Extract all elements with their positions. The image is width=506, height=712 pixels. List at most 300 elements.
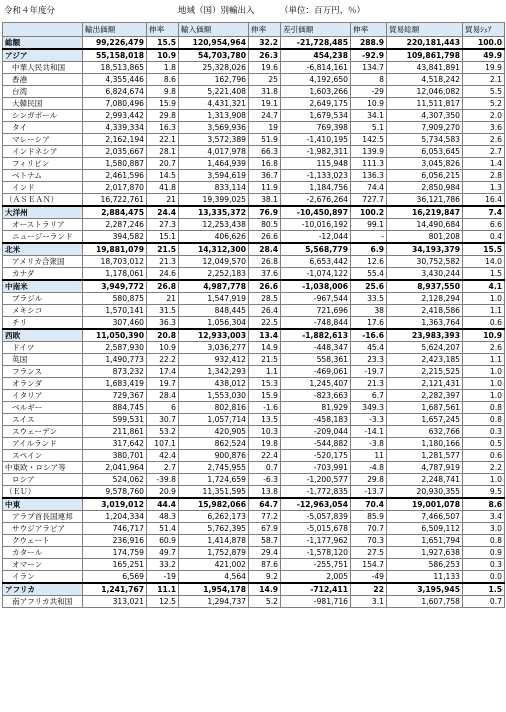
table-cell: 19.1 xyxy=(249,98,281,110)
table-cell: 6,653,442 xyxy=(281,256,351,268)
table-cell: -14.1 xyxy=(351,426,387,438)
table-cell: -5,015,678 xyxy=(281,523,351,535)
table-cell: 236,916 xyxy=(83,535,147,547)
table-cell: 0.9 xyxy=(463,547,505,559)
table-cell: 99,226,479 xyxy=(83,37,147,50)
table-row xyxy=(3,182,505,194)
row-label: メキシコ xyxy=(3,305,83,317)
column-header: 伸率 xyxy=(147,23,179,37)
table-cell: 0.5 xyxy=(463,438,505,450)
table-cell: -469,061 xyxy=(281,366,351,378)
table-cell: 165,251 xyxy=(83,559,147,571)
table-cell: 211,861 xyxy=(83,426,147,438)
table-cell: 16.4 xyxy=(463,194,505,207)
table-cell: 174,759 xyxy=(83,547,147,559)
table-cell: -981,716 xyxy=(281,596,351,608)
row-label: クウェート xyxy=(3,535,83,547)
table-cell: 19.9 xyxy=(463,62,505,74)
table-row xyxy=(3,474,505,486)
table-cell: 2,884,475 xyxy=(83,206,147,219)
table-cell: 2,215,525 xyxy=(387,366,463,378)
row-label: アメリカ合衆国 xyxy=(3,256,83,268)
row-label: ロシア xyxy=(3,474,83,486)
table-cell: 22 xyxy=(351,583,387,596)
table-cell: 19.8 xyxy=(249,438,281,450)
table-cell: 27.3 xyxy=(147,219,179,231)
table-cell: 22.1 xyxy=(147,134,179,146)
table-cell: 34,193,379 xyxy=(387,243,463,256)
table-row xyxy=(3,426,505,438)
table-cell: 1,657,245 xyxy=(387,414,463,426)
table-cell: 873,232 xyxy=(83,366,147,378)
table-cell: -6,814,161 xyxy=(281,62,351,74)
table-cell: 2,649,175 xyxy=(281,98,351,110)
table-cell: 15.1 xyxy=(147,231,179,244)
table-cell: 2,035,667 xyxy=(83,146,147,158)
table-cell: 111.3 xyxy=(351,158,387,170)
region-row xyxy=(3,49,505,62)
table-cell: 26.8 xyxy=(249,256,281,268)
table-cell: 45.4 xyxy=(351,342,387,354)
table-cell: 99.1 xyxy=(351,219,387,231)
header-row xyxy=(3,23,505,37)
table-cell: 7.4 xyxy=(463,206,505,219)
table-cell: 802,816 xyxy=(179,402,249,414)
table-cell: 4,355,446 xyxy=(83,74,147,86)
table-cell: 1.0 xyxy=(463,378,505,390)
table-cell: 8 xyxy=(351,74,387,86)
region-row xyxy=(3,206,505,219)
table-cell: 115,948 xyxy=(281,158,351,170)
table-cell: 32.2 xyxy=(249,37,281,50)
table-cell: 15.9 xyxy=(249,390,281,402)
table-cell: -2,676,264 xyxy=(281,194,351,207)
table-cell: 139.9 xyxy=(351,146,387,158)
table-cell: 220,181,443 xyxy=(387,37,463,50)
table-cell: -1,200,577 xyxy=(281,474,351,486)
table-cell: 10.9 xyxy=(147,342,179,354)
table-cell: 51.4 xyxy=(147,523,179,535)
trade-table xyxy=(2,22,505,608)
table-cell: -16.6 xyxy=(351,329,387,342)
table-cell: 3,430,244 xyxy=(387,268,463,281)
table-cell: 24.7 xyxy=(249,110,281,122)
table-cell: 77.2 xyxy=(249,511,281,523)
table-row xyxy=(3,523,505,535)
table-cell: 2,745,955 xyxy=(179,462,249,474)
row-label: ブラジル xyxy=(3,293,83,305)
table-cell: 5.1 xyxy=(351,122,387,134)
table-cell: 13.5 xyxy=(249,414,281,426)
table-row xyxy=(3,317,505,330)
table-cell: 55.4 xyxy=(351,268,387,281)
table-cell: 19 xyxy=(249,122,281,134)
table-cell: 15.9 xyxy=(147,98,179,110)
table-cell: 25.6 xyxy=(351,280,387,293)
table-cell: 51.9 xyxy=(249,134,281,146)
table-cell: 1.0 xyxy=(463,366,505,378)
table-cell: 313,021 xyxy=(83,596,147,608)
table-cell: 6,509,112 xyxy=(387,523,463,535)
table-cell: -544,882 xyxy=(281,438,351,450)
table-cell: 20,930,355 xyxy=(387,486,463,499)
table-cell: 1,607,758 xyxy=(387,596,463,608)
table-cell: 6,262,173 xyxy=(179,511,249,523)
table-cell: -6.3 xyxy=(249,474,281,486)
table-cell: 586,253 xyxy=(387,559,463,571)
table-cell: 1,687,561 xyxy=(387,402,463,414)
table-cell: 154.7 xyxy=(351,559,387,571)
table-cell: 17.4 xyxy=(147,366,179,378)
column-header: 伸率 xyxy=(351,23,387,37)
table-cell: 10.9 xyxy=(351,98,387,110)
table-cell: 30,752,582 xyxy=(387,256,463,268)
table-cell: 2,041,964 xyxy=(83,462,147,474)
table-cell: 5,624,207 xyxy=(387,342,463,354)
table-cell: 1,490,773 xyxy=(83,354,147,366)
table-cell: 22.4 xyxy=(249,450,281,462)
row-label: スイス xyxy=(3,414,83,426)
table-cell: 1,281,577 xyxy=(387,450,463,462)
table-cell: 1.3 xyxy=(463,182,505,194)
table-cell: 1.1 xyxy=(463,305,505,317)
table-cell: 14,490,684 xyxy=(387,219,463,231)
fiscal-year-label: 令和４年度分 xyxy=(4,6,56,16)
row-label: 中南米 xyxy=(3,280,83,293)
row-label: ドイツ xyxy=(3,342,83,354)
table-row xyxy=(3,462,505,474)
table-cell: 2,418,586 xyxy=(387,305,463,317)
table-cell: 8,937,550 xyxy=(387,280,463,293)
table-row xyxy=(3,62,505,74)
table-cell: 438,012 xyxy=(179,378,249,390)
table-cell: 4,987,778 xyxy=(179,280,249,293)
table-cell: 2,287,246 xyxy=(83,219,147,231)
table-cell: 10.3 xyxy=(249,426,281,438)
table-cell: 3.0 xyxy=(463,523,505,535)
table-cell: -19 xyxy=(147,571,179,584)
table-cell: -10,450,897 xyxy=(281,206,351,219)
row-label: アラブ首長国連邦 xyxy=(3,511,83,523)
table-cell: 70.3 xyxy=(351,535,387,547)
table-cell: 1,580,887 xyxy=(83,158,147,170)
row-label: タイ xyxy=(3,122,83,134)
table-cell: 70.7 xyxy=(351,523,387,535)
table-cell: 4,518,242 xyxy=(387,74,463,86)
table-cell: 5,762,395 xyxy=(179,523,249,535)
table-cell: 1.1 xyxy=(463,354,505,366)
table-row xyxy=(3,402,505,414)
table-cell: 9,578,760 xyxy=(83,486,147,499)
table-cell: -1,882,613 xyxy=(281,329,351,342)
table-cell: 4,307,350 xyxy=(387,110,463,122)
table-cell: 769,398 xyxy=(281,122,351,134)
table-cell: 0.0 xyxy=(463,571,505,584)
row-label: （ＥＵ） xyxy=(3,486,83,499)
column-header: 輸入価額 xyxy=(179,23,249,37)
table-cell: 53.2 xyxy=(147,426,179,438)
table-cell: 24.4 xyxy=(147,206,179,219)
table-cell: 380,701 xyxy=(83,450,147,462)
table-row xyxy=(3,86,505,98)
table-cell: 25,328,026 xyxy=(179,62,249,74)
row-label: カタール xyxy=(3,547,83,559)
table-cell: -1,133,023 xyxy=(281,170,351,182)
table-cell: 848,445 xyxy=(179,305,249,317)
table-cell: 6.6 xyxy=(463,219,505,231)
table-cell: 7,466,507 xyxy=(387,511,463,523)
table-cell: 15,982,066 xyxy=(179,498,249,511)
table-cell: -1,772,835 xyxy=(281,486,351,499)
table-cell: 5,221,408 xyxy=(179,86,249,98)
row-label: カナダ xyxy=(3,268,83,281)
table-cell: 8.6 xyxy=(463,498,505,511)
table-cell: 6,053,645 xyxy=(387,146,463,158)
table-cell: 1,313,908 xyxy=(179,110,249,122)
table-cell: 3.1 xyxy=(351,596,387,608)
table-cell: 6.7 xyxy=(351,390,387,402)
table-cell: -1.6 xyxy=(249,402,281,414)
table-cell: 34.1 xyxy=(351,110,387,122)
table-cell: 11 xyxy=(351,450,387,462)
table-cell: 862,524 xyxy=(179,438,249,450)
table-cell: 2.8 xyxy=(463,170,505,182)
table-cell: 14.5 xyxy=(147,170,179,182)
table-cell: 15.3 xyxy=(249,378,281,390)
table-cell: 4,192,650 xyxy=(281,74,351,86)
table-cell: 3,572,389 xyxy=(179,134,249,146)
table-cell: 12.6 xyxy=(351,256,387,268)
table-cell: 4,017,978 xyxy=(179,146,249,158)
table-cell: 1,464,939 xyxy=(179,158,249,170)
row-label: 台湾 xyxy=(3,86,83,98)
table-cell: 14.9 xyxy=(249,583,281,596)
table-row xyxy=(3,122,505,134)
table-cell: 2,252,183 xyxy=(179,268,249,281)
table-cell: 12,046,082 xyxy=(387,86,463,98)
table-cell: 599,531 xyxy=(83,414,147,426)
table-cell: 28.5 xyxy=(249,293,281,305)
row-label: アフリカ xyxy=(3,583,83,596)
table-cell: 19,881,079 xyxy=(83,243,147,256)
table-cell: 0.8 xyxy=(463,535,505,547)
table-cell: 3,594,619 xyxy=(179,170,249,182)
table-cell: -12,044 xyxy=(281,231,351,244)
table-cell: 3,019,012 xyxy=(83,498,147,511)
table-cell: -92.9 xyxy=(351,49,387,62)
table-cell: 3.6 xyxy=(463,122,505,134)
table-cell: 932,412 xyxy=(179,354,249,366)
table-cell: 2.7 xyxy=(147,462,179,474)
table-cell: 1,180,166 xyxy=(387,438,463,450)
table-row xyxy=(3,268,505,281)
table-cell: 81,929 xyxy=(281,402,351,414)
table-cell: 9.8 xyxy=(147,86,179,98)
table-cell: 2,017,870 xyxy=(83,182,147,194)
table-cell: 21.5 xyxy=(147,243,179,256)
region-row xyxy=(3,583,505,596)
table-cell: 420,905 xyxy=(179,426,249,438)
table-cell: 36,121,786 xyxy=(387,194,463,207)
table-row xyxy=(3,134,505,146)
table-cell: 26.8 xyxy=(147,280,179,293)
row-label: インド xyxy=(3,182,83,194)
region-row xyxy=(3,280,505,293)
row-label: 西欧 xyxy=(3,329,83,342)
table-cell: 4,431,321 xyxy=(179,98,249,110)
column-header: 伸率 xyxy=(249,23,281,37)
table-cell: 0.3 xyxy=(463,426,505,438)
row-label: 総額 xyxy=(3,37,83,50)
row-label: 南アフリカ共和国 xyxy=(3,596,83,608)
region-row xyxy=(3,498,505,511)
table-cell: 2,121,431 xyxy=(387,378,463,390)
table-cell: 317,642 xyxy=(83,438,147,450)
table-cell: 406,626 xyxy=(179,231,249,244)
table-cell: 2,850,984 xyxy=(387,182,463,194)
row-label: フィリピン xyxy=(3,158,83,170)
table-cell: 1,553,030 xyxy=(179,390,249,402)
table-cell: 134.7 xyxy=(351,62,387,74)
table-cell: 12,049,570 xyxy=(179,256,249,268)
table-cell: 28.1 xyxy=(147,146,179,158)
table-row xyxy=(3,194,505,207)
table-cell: 48.3 xyxy=(147,511,179,523)
row-label: チリ xyxy=(3,317,83,330)
table-row xyxy=(3,110,505,122)
column-header: 差引価額 xyxy=(281,23,351,37)
table-cell: 14.9 xyxy=(249,342,281,354)
table-cell: 11,050,390 xyxy=(83,329,147,342)
table-cell: 26.3 xyxy=(249,49,281,62)
table-cell: 2.2 xyxy=(463,462,505,474)
row-label: スウェーデン xyxy=(3,426,83,438)
table-cell: 1.0 xyxy=(463,474,505,486)
table-cell: 33.5 xyxy=(351,293,387,305)
table-cell: 29.8 xyxy=(147,110,179,122)
row-label: シンガポール xyxy=(3,110,83,122)
table-cell: 0.7 xyxy=(463,596,505,608)
column-header: 輸出価額 xyxy=(83,23,147,37)
table-row xyxy=(3,74,505,86)
row-label: フランス xyxy=(3,366,83,378)
table-cell: 33.2 xyxy=(147,559,179,571)
table-cell: 1,178,061 xyxy=(83,268,147,281)
table-row xyxy=(3,414,505,426)
table-cell: 1,184,756 xyxy=(281,182,351,194)
table-cell: 15.5 xyxy=(147,37,179,50)
table-row xyxy=(3,342,505,354)
table-cell: -12,963,054 xyxy=(281,498,351,511)
row-label: オランダ xyxy=(3,378,83,390)
table-cell: 16.3 xyxy=(147,122,179,134)
table-cell: 7,080,496 xyxy=(83,98,147,110)
table-cell: 2,282,397 xyxy=(387,390,463,402)
table-cell: 454,238 xyxy=(281,49,351,62)
table-cell: -448,347 xyxy=(281,342,351,354)
table-cell: 38.1 xyxy=(249,194,281,207)
row-label: 香港 xyxy=(3,74,83,86)
table-cell: 20.7 xyxy=(147,158,179,170)
table-cell: 5.2 xyxy=(249,596,281,608)
table-cell: 6,569 xyxy=(83,571,147,584)
table-cell: 0.8 xyxy=(463,402,505,414)
report-header xyxy=(0,0,506,22)
table-cell: 1,241,767 xyxy=(83,583,147,596)
table-cell: -703,991 xyxy=(281,462,351,474)
table-cell: 18,513,865 xyxy=(83,62,147,74)
table-cell: 5,734,583 xyxy=(387,134,463,146)
table-row xyxy=(3,98,505,110)
table-cell: 11,511,817 xyxy=(387,98,463,110)
table-row xyxy=(3,354,505,366)
column-header: 貿易総額 xyxy=(387,23,463,37)
table-cell: 721,696 xyxy=(281,305,351,317)
table-cell: 1.5 xyxy=(463,583,505,596)
table-cell: -39.8 xyxy=(147,474,179,486)
row-label: オーストラリア xyxy=(3,219,83,231)
row-label: 大洋州 xyxy=(3,206,83,219)
table-cell: 70.4 xyxy=(351,498,387,511)
table-cell: 1,651,794 xyxy=(387,535,463,547)
table-cell: 85.9 xyxy=(351,511,387,523)
table-cell: 11,133 xyxy=(387,571,463,584)
table-cell: 727.7 xyxy=(351,194,387,207)
table-cell: 1.1 xyxy=(249,366,281,378)
table-cell: 1,245,407 xyxy=(281,378,351,390)
table-cell: 394,582 xyxy=(83,231,147,244)
table-row xyxy=(3,146,505,158)
table-cell: 9.2 xyxy=(249,571,281,584)
table-cell: 8.6 xyxy=(147,74,179,86)
table-cell: 2,993,442 xyxy=(83,110,147,122)
row-label: 英国 xyxy=(3,354,83,366)
table-cell: 162,796 xyxy=(179,74,249,86)
table-cell: 1,204,334 xyxy=(83,511,147,523)
table-cell: 3,569,936 xyxy=(179,122,249,134)
table-cell: 1,954,178 xyxy=(179,583,249,596)
table-cell: 49.9 xyxy=(463,49,505,62)
table-cell: 30.7 xyxy=(147,414,179,426)
table-cell: 142.5 xyxy=(351,134,387,146)
table-cell: 26.6 xyxy=(249,280,281,293)
table-cell: 100.0 xyxy=(463,37,505,50)
table-cell: 74.4 xyxy=(351,182,387,194)
row-label: ベルギー xyxy=(3,402,83,414)
table-cell: 6.9 xyxy=(351,243,387,256)
row-label: 大韓民国 xyxy=(3,98,83,110)
table-cell: 2.7 xyxy=(463,146,505,158)
table-cell: 558,361 xyxy=(281,354,351,366)
table-cell: 21 xyxy=(147,293,179,305)
table-cell: -4.8 xyxy=(351,462,387,474)
table-cell: 25 xyxy=(249,74,281,86)
table-cell: 41.8 xyxy=(147,182,179,194)
table-cell: 80.5 xyxy=(249,219,281,231)
table-cell: 21 xyxy=(147,194,179,207)
table-cell: 5.5 xyxy=(463,86,505,98)
table-row xyxy=(3,378,505,390)
table-cell: 6,056,215 xyxy=(387,170,463,182)
table-cell: -209,044 xyxy=(281,426,351,438)
table-cell: 1,547,919 xyxy=(179,293,249,305)
table-cell: 801,208 xyxy=(387,231,463,244)
table-cell: 2,587,930 xyxy=(83,342,147,354)
table-cell: 884,745 xyxy=(83,402,147,414)
table-cell: 43,841,891 xyxy=(387,62,463,74)
table-cell: 4,564 xyxy=(179,571,249,584)
table-row xyxy=(3,366,505,378)
